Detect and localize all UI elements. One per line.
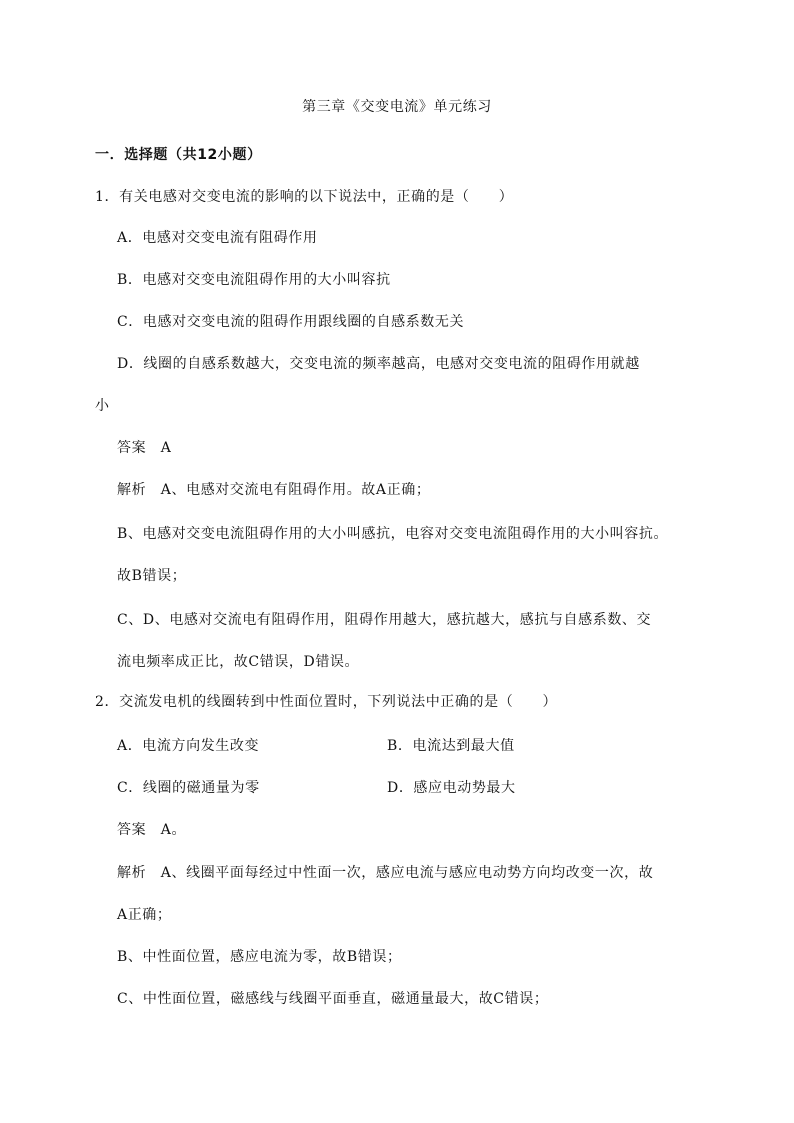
document-title: 第三章《交变电流》单元练习 (302, 99, 492, 115)
question-2-analysis-line-2: A正确； (117, 907, 172, 923)
question-1-analysis-line-5: 流电频率成正比，故C错误，D错误。 (117, 654, 360, 670)
question-2-option-c: C．线圈的磁通量为零 (117, 780, 260, 796)
question-1-option-c: C．电感对交变电流的阻碍作用跟线圈的自感系数无关 (117, 314, 465, 330)
question-1-analysis-line-3: 故B错误； (117, 568, 187, 584)
question-1-option-d: D．线圈的自感系数越大，交变电流的频率越高，电感对交变电流的阻碍作用就越 (117, 356, 640, 372)
question-2-answer: 答案 A。 (117, 822, 187, 838)
question-1-answer: 答案 A (117, 440, 172, 456)
question-1-option-b: B．电感对交变电流阻碍作用的大小叫容抗 (117, 272, 391, 288)
question-1-option-d-wrap: 小 (95, 398, 110, 414)
section-heading: 一．选择题（共12小题） (95, 147, 262, 163)
question-1-analysis-line-2: B、电感对交变电流阻碍作用的大小叫感抗，电容对交变电流阻碍作用的大小叫容抗。 (117, 526, 669, 542)
question-1-stem: 1．有关电感对交变电流的影响的以下说法中，正确的是（ ） (95, 189, 514, 205)
question-2-option-d: D．感应电动势最大 (387, 780, 516, 796)
question-2-option-a: A．电流方向发生改变 (117, 738, 260, 754)
question-2-analysis-line-4: C、中性面位置，磁感线与线圈平面垂直，磁通量最大，故C错误； (117, 991, 549, 1007)
question-1-analysis-line-1: 解析 A、电感对交流电有阻碍作用。故A正确； (117, 482, 431, 498)
question-2-analysis-line-1: 解析 A、线圈平面每经过中性面一次，感应电流与感应电动势方向均改变一次，故 (117, 865, 654, 881)
question-2-analysis-line-3: B、中性面位置，感应电流为零，故B错误； (117, 949, 402, 965)
question-1-option-a: A．电感对交变电流有阻碍作用 (117, 230, 318, 246)
question-2-stem: 2．交流发电机的线圈转到中性面位置时，下列说法中正确的是（ ） (95, 694, 558, 710)
question-1-analysis-line-4: C、D、电感对交流电有阻碍作用，阻碍作用越大，感抗越大，感抗与自感系数、交 (117, 612, 652, 628)
question-2-option-b: B．电流达到最大值 (387, 738, 515, 754)
